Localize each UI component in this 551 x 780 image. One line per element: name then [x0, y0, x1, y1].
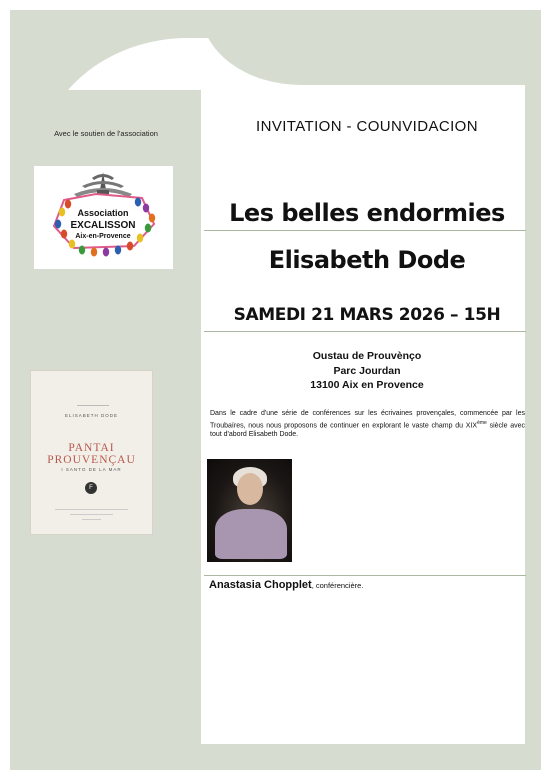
publisher-emblem: F: [85, 482, 97, 494]
association-logo: [34, 166, 173, 269]
bulb-icon: [69, 240, 75, 249]
decorative-tab: [201, 10, 531, 85]
fountain-icon: [74, 172, 132, 197]
bulb-icon: [115, 246, 121, 255]
subject-name: Elisabeth Dode: [268, 246, 466, 274]
divider: [204, 230, 526, 231]
bulb-icon: [137, 234, 143, 243]
logo-line-3: Aix-en-Provence: [75, 233, 131, 240]
bulb-icon: [59, 208, 65, 217]
speaker-name: Anastasia Chopplet: [209, 579, 312, 591]
venue-line-1: Oustau de Prouvènço: [312, 350, 422, 362]
logo-line-1: Association: [77, 208, 129, 218]
venue-address: [204, 349, 530, 393]
book-title: PANTAI PROUVENÇAU: [47, 442, 136, 466]
bulb-icon: [145, 224, 151, 233]
support-text: Avec le soutien de l'association: [54, 129, 158, 138]
bulb-icon: [135, 198, 141, 207]
event-date: SAMEDI 21 MARS 2026 – 15H: [233, 305, 501, 325]
divider: [204, 575, 526, 576]
description-text: Dans le cadre d'une série de conférences sur les écrivaines provençales, commencée par les Troubaïres, nous nous proposons de continuer en explorant le vaste champ du XIX: [210, 410, 525, 429]
bulb-icon: [55, 220, 61, 229]
speaker-credit: [209, 579, 529, 591]
divider: [204, 331, 526, 332]
book-subtitle: I SANTO DE LA MAR: [61, 467, 122, 472]
bulb-icon: [143, 204, 149, 213]
logo-line-2: EXCALISSON: [70, 220, 136, 231]
description-superscript: ème: [477, 419, 487, 426]
invitation-heading: INVITATION - COUNVIDACION: [256, 118, 478, 135]
bulb-icon: [91, 248, 97, 257]
book-cover: [30, 370, 153, 535]
venue-line-3: 13100 Aix en Provence: [310, 379, 424, 391]
book-author: ELISABETH DODE: [64, 413, 118, 418]
bulb-icon: [103, 248, 109, 257]
event-title: Les belles endormies: [229, 199, 505, 227]
event-description: [210, 409, 525, 440]
bulb-icon: [65, 200, 71, 209]
bulb-icon: [149, 214, 155, 223]
speaker-photo: [207, 459, 292, 562]
description-text-end: siècle avec tout d'abord Elisabeth Dode.: [210, 421, 526, 439]
bulb-icon: [61, 230, 67, 239]
bulb-icon: [127, 242, 133, 251]
publisher-lines: [30, 507, 153, 524]
book-illustration: [77, 385, 109, 406]
speaker-role: , conférencière.: [311, 581, 364, 590]
bulb-icon: [79, 246, 85, 255]
venue-line-2: Parc Jourdan: [333, 364, 401, 377]
